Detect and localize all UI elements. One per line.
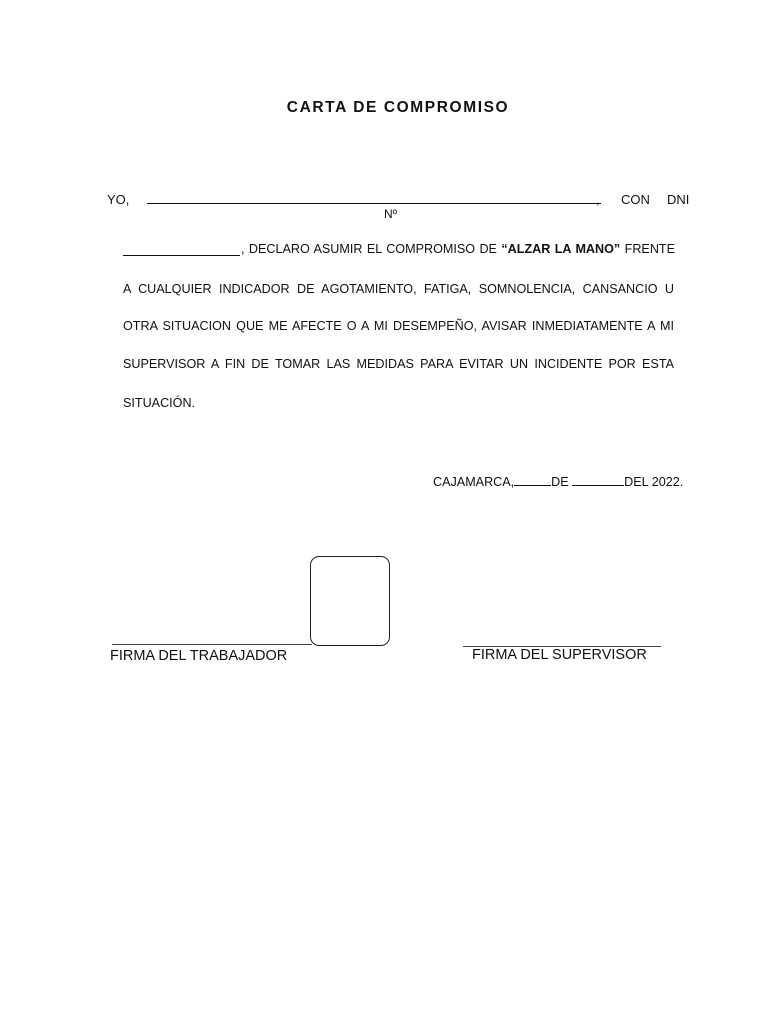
day-blank-line xyxy=(514,475,551,486)
date-city: CAJAMARCA, xyxy=(433,475,515,489)
dni-blank-line xyxy=(123,255,240,256)
worker-signature-line xyxy=(112,644,312,645)
alzar-la-mano-emphasis: “ALZAR LA MANO” xyxy=(501,242,621,256)
dni-label: DNI xyxy=(667,192,690,207)
paragraph-line-1-post: FRENTE xyxy=(620,242,676,256)
name-blank-line xyxy=(147,203,601,204)
document-title: CARTA DE COMPROMISO xyxy=(286,99,510,116)
paragraph-line-3: OTRA SITUACION QUE ME AFECTE O A MI DESEMPEÑO, AVISAR INMEDIATAMENTE A MI xyxy=(123,319,674,333)
paragraph-line-4: SUPERVISOR A FIN DE TOMAR LAS MEDIDAS PARA EVITAR UN INCIDENTE POR ESTA xyxy=(123,357,674,371)
date-de: DE xyxy=(551,475,569,489)
date-year: DEL 2022. xyxy=(624,475,684,489)
paragraph-line-1 xyxy=(241,242,675,256)
month-blank-line xyxy=(572,475,624,486)
name-comma: , xyxy=(596,192,600,207)
paragraph-line-1-pre: , DECLARO ASUMIR EL COMPROMISO DE xyxy=(241,242,502,256)
con-label: CON xyxy=(621,192,650,207)
date-line xyxy=(433,475,683,489)
paragraph-line-2: A CUALQUIER INDICADOR DE AGOTAMIENTO, FATIGA, SOMNOLENCIA, CANSANCIO U xyxy=(123,282,674,296)
supervisor-signature-label: FIRMA DEL SUPERVISOR xyxy=(472,647,647,663)
paragraph-line-5: SITUACIÓN. xyxy=(123,396,196,410)
numero-label: Nº xyxy=(384,207,398,221)
yo-label: YO, xyxy=(107,192,130,207)
worker-signature-label: FIRMA DEL TRABAJADOR xyxy=(110,648,288,664)
fingerprint-box xyxy=(310,556,390,646)
